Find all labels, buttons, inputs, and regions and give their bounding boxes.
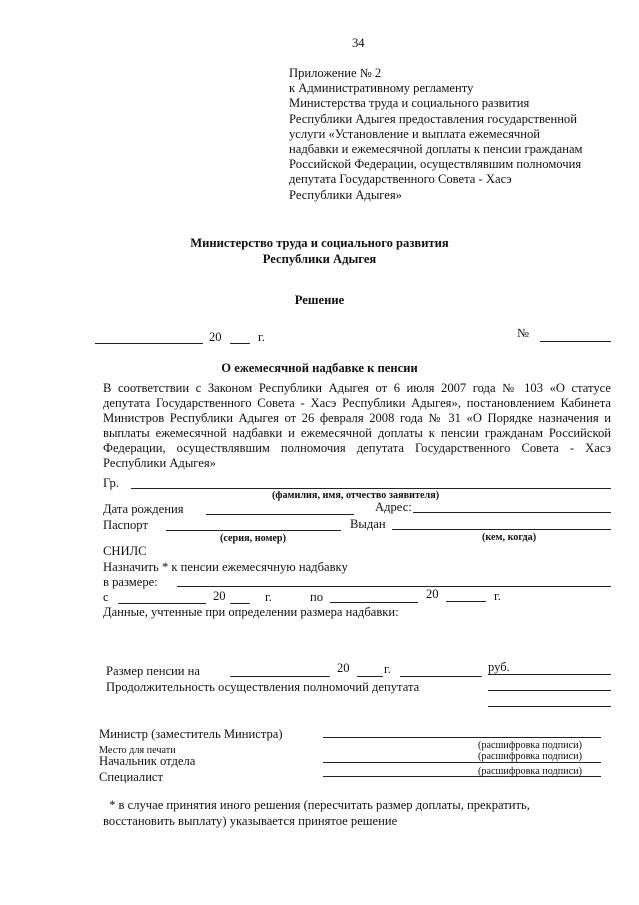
to-year-field[interactable] — [446, 601, 486, 602]
date-day-month-field[interactable] — [95, 343, 203, 344]
appendix-line: Республики Адыгея» — [289, 187, 402, 202]
to-year-prefix: 20 — [426, 587, 439, 601]
specialist-decode-hint: (расшифровка подписи) — [478, 766, 582, 777]
amount-label: в размере: — [103, 575, 158, 589]
specialist-label: Специалист — [99, 770, 164, 784]
appendix-line: к Административному регламенту — [289, 81, 474, 96]
snils-label: СНИЛС — [103, 544, 147, 558]
pension-rub-field[interactable] — [488, 674, 611, 675]
duration-field-1[interactable] — [488, 690, 611, 691]
to-year-suffix: г. — [494, 589, 501, 603]
issued-hint: (кем, когда) — [482, 532, 537, 543]
pension-size-label: Размер пенсии на — [106, 664, 201, 678]
body-line: В соответствии с Законом Республики Адыгея от 6 июля 2007 года № 103 «О статусе — [103, 381, 611, 395]
passport-hint: (серия, номер) — [220, 533, 286, 544]
decision-subject: О ежемесячной надбавке к пенсии — [221, 361, 418, 375]
decision-number-field[interactable] — [540, 341, 611, 342]
pension-amount-field[interactable] — [400, 676, 482, 677]
appendix-line: надбавки и ежемесячной доплаты к пенсии гражданам — [289, 142, 583, 157]
appendix-line: депутата Государственного Совета - Хасэ — [289, 172, 512, 187]
date-year-suffix: г. — [258, 330, 265, 344]
number-label: № — [517, 326, 530, 340]
citizen-label: Гр. — [103, 476, 119, 490]
body-line: Министров Республики Адыгея от 26 февраля 2008 года № 31 «О Порядке назначения и — [103, 411, 611, 425]
appendix-line: услуги «Установление и выплата ежемесячной — [289, 126, 541, 141]
page-number: 34 — [352, 36, 365, 50]
assign-label: Назначить * к пенсии ежемесячную надбавку — [103, 560, 348, 574]
body-line: Федерации, осуществлявшим полномочия депутата Государственного Совета - Хасэ — [103, 441, 611, 455]
birth-date-field[interactable] — [206, 514, 354, 515]
pension-year-prefix: 20 — [337, 661, 350, 675]
appendix-block — [289, 66, 583, 203]
minister-label: Министр (заместитель Министра) — [99, 727, 283, 741]
pension-year-field[interactable] — [357, 676, 383, 677]
from-date-field[interactable] — [118, 603, 206, 604]
from-year-prefix: 20 — [213, 589, 226, 603]
body-line: Республики Адыгея» — [103, 456, 216, 470]
address-label: Адрес: — [375, 500, 412, 514]
address-field[interactable] — [413, 512, 611, 513]
from-year-suffix: г. — [265, 590, 272, 604]
citizen-hint: (фамилия, имя, отчество заявителя) — [272, 490, 440, 501]
ministry-name-line1: Министерство труда и социального развития — [190, 236, 449, 250]
date-year-prefix: 20 — [209, 330, 222, 344]
pension-date-field[interactable] — [230, 676, 330, 677]
appendix-line: Республики Адыгея предоставления государственной — [289, 111, 577, 126]
body-line: выплаты ежемесячной надбавки и ежемесячной доплаты к пенсии гражданам Российской — [103, 426, 611, 440]
head-of-department-label: Начальник отдела — [99, 754, 196, 768]
from-year-field[interactable] — [230, 603, 250, 604]
minister-decode-hint: (расшифровка подписи) — [478, 740, 582, 751]
ministry-name-line2: Республики Адыгея — [262, 252, 377, 266]
footnote-line2: восстановить выплату) указывается принятое решение — [103, 814, 398, 828]
from-label: с — [103, 590, 109, 604]
calculation-data-label: Данные, учтенные при определении размера надбавки: — [103, 605, 399, 619]
birth-date-label: Дата рождения — [103, 502, 184, 516]
decision-title: Решение — [294, 293, 345, 307]
head-decode-hint: (расшифровка подписи) — [478, 751, 582, 762]
amount-field[interactable] — [177, 586, 611, 587]
to-date-field[interactable] — [330, 602, 418, 603]
appendix-line: Российской Федерации, осуществлявшим полномочия — [289, 157, 582, 172]
pension-year-suffix: г. — [384, 662, 391, 676]
rub-label: руб. — [488, 660, 510, 674]
appendix-line: Министерства труда и социального развития — [289, 96, 530, 111]
body-line: депутата Государственного Совета - Хасэ Республики Адыгея», постановлением Кабинета — [103, 396, 611, 410]
appendix-line: Приложение № 2 — [289, 66, 382, 80]
date-year-field[interactable] — [230, 343, 250, 344]
passport-label: Паспорт — [103, 518, 148, 532]
stamp-place-label: Место для печати — [99, 745, 176, 756]
duration-field-2[interactable] — [488, 706, 611, 707]
issued-label: Выдан — [350, 517, 386, 531]
footnote-line1: * в случае принятия иного решения (пересчитать размер доплаты, прекратить, — [109, 798, 530, 812]
to-label: по — [310, 590, 324, 604]
duration-label: Продолжительность осуществления полномочий депутата — [106, 680, 420, 694]
